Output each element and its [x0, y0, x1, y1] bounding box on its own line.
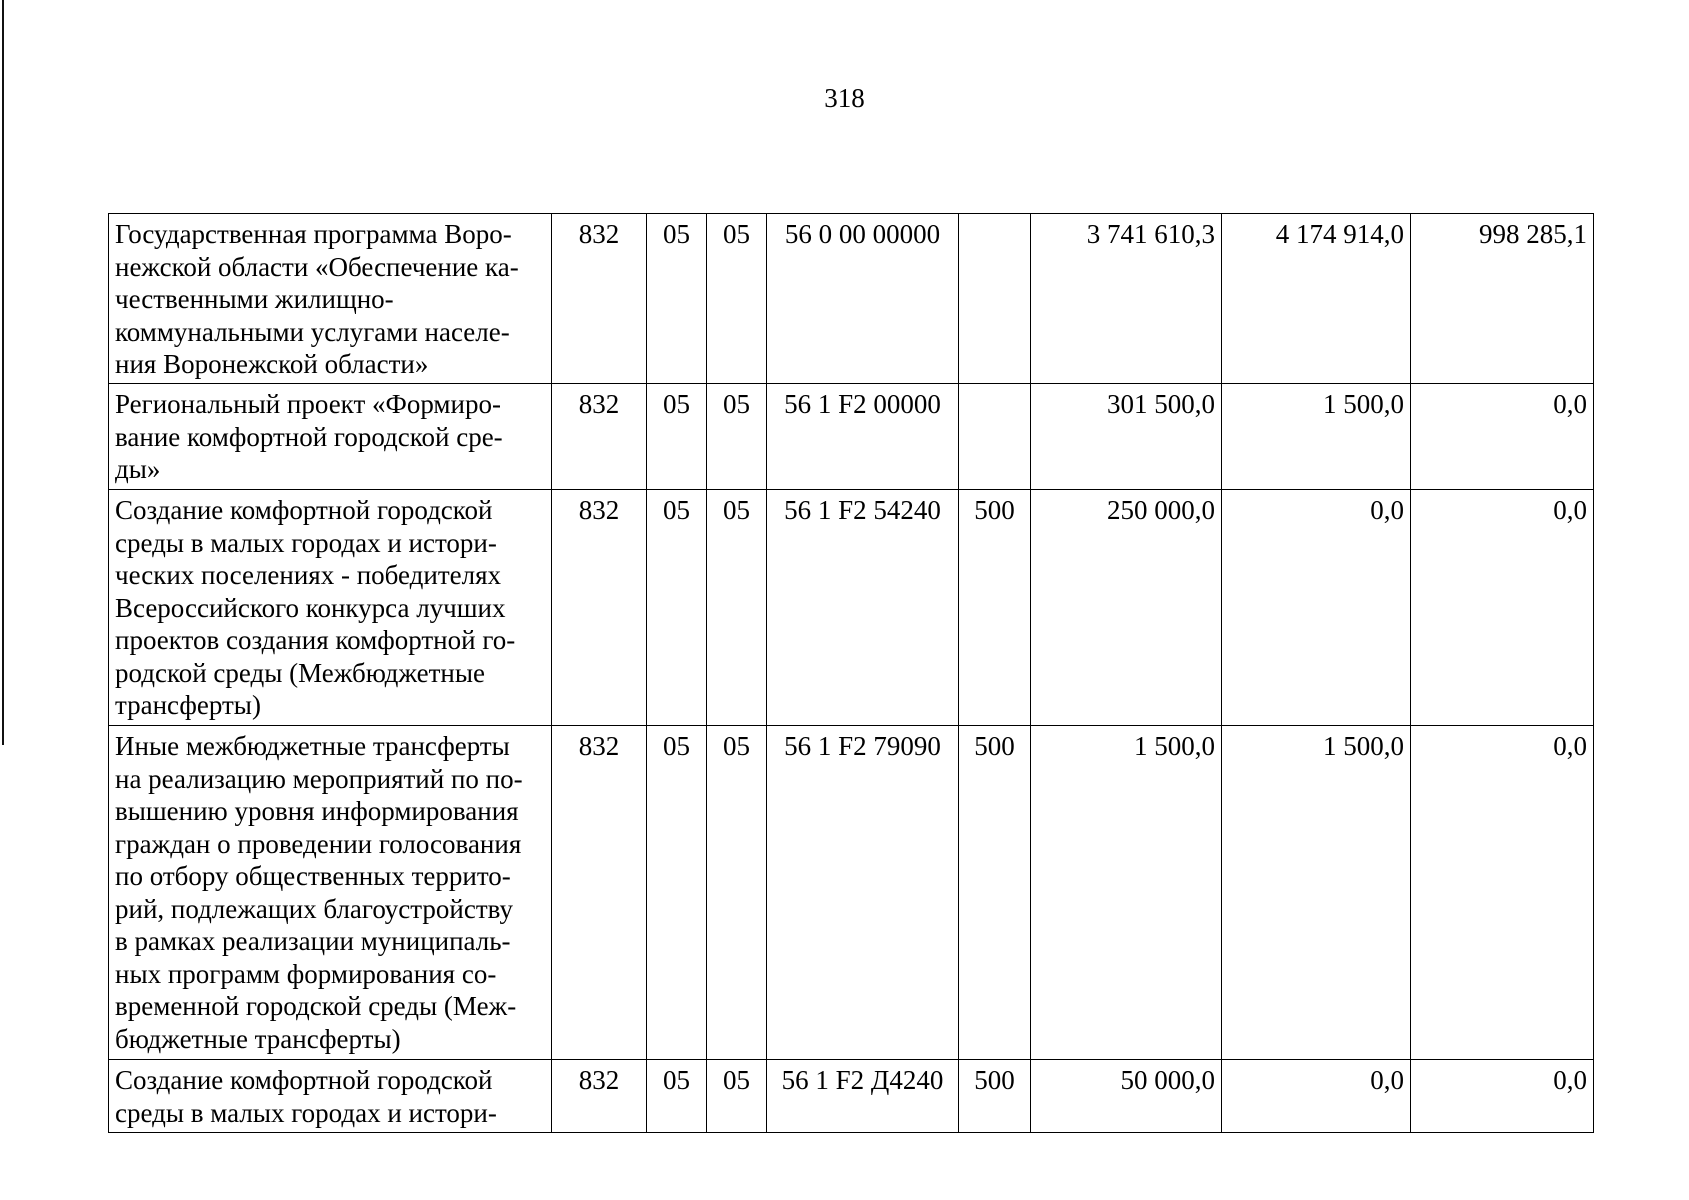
pr-cell: 05	[707, 1060, 767, 1133]
sum-3-cell: 0,0	[1411, 726, 1594, 1060]
name-line: Создание комфортной городской	[115, 1065, 493, 1095]
sum-1-cell: 301 500,0	[1031, 384, 1222, 490]
name-line: Иные межбюджетные трансферты	[115, 731, 510, 761]
rz-cell: 05	[647, 490, 707, 726]
name-line: граждан о проведении голосования	[115, 828, 522, 859]
vr-cell	[959, 384, 1031, 490]
name-line: ды»	[115, 454, 161, 484]
name-line: среды в малых городах и истори-	[115, 1097, 497, 1128]
grbs-cell: 832	[552, 490, 647, 726]
name-line: среды в малых городах и истори-	[115, 527, 497, 558]
sum-1-cell: 3 741 610,3	[1031, 214, 1222, 384]
table-row	[109, 726, 1594, 1060]
sum-2-cell: 4 174 914,0	[1222, 214, 1411, 384]
table-row	[109, 214, 1594, 384]
name-line: Всероссийского конкурса лучших	[115, 592, 506, 623]
grbs-cell: 832	[552, 1060, 647, 1133]
row-name-cell	[109, 384, 552, 490]
page-number: 318	[824, 83, 865, 113]
sum-2-cell: 0,0	[1222, 490, 1411, 726]
row-name-cell	[109, 214, 552, 384]
vr-cell: 500	[959, 490, 1031, 726]
name-line: чественными жилищно-	[115, 284, 394, 314]
budget-table	[108, 213, 1594, 1133]
pr-cell: 05	[707, 384, 767, 490]
name-line: нежской области «Обеспечение ка-	[115, 251, 519, 282]
rz-cell: 05	[647, 384, 707, 490]
name-line: Государственная программа Воро-	[115, 219, 512, 249]
name-line: бюджетные трансферты)	[115, 1023, 401, 1054]
row-name-cell	[109, 490, 552, 726]
sum-3-cell: 0,0	[1411, 490, 1594, 726]
sum-2-cell: 1 500,0	[1222, 384, 1411, 490]
name-line: ных программ формирования со-	[115, 958, 497, 989]
row-name-cell	[109, 726, 552, 1060]
name-line: в рамках реализации муниципаль-	[115, 926, 511, 956]
grbs-cell: 832	[552, 214, 647, 384]
vr-cell: 500	[959, 726, 1031, 1060]
name-line: рий, подлежащих благоустройству	[115, 893, 513, 924]
sum-3-cell: 0,0	[1411, 384, 1594, 490]
name-line: ния Воронежской области»	[115, 349, 429, 379]
pr-cell: 05	[707, 726, 767, 1060]
rz-cell: 05	[647, 1060, 707, 1133]
name-line: временной городской среды (Меж-	[115, 991, 517, 1021]
sum-2-cell: 0,0	[1222, 1060, 1411, 1133]
name-line: коммунальными услугами населе-	[115, 316, 510, 347]
name-line: проектов создания комфортной го-	[115, 625, 516, 655]
name-line: Создание комфортной городской	[115, 495, 493, 525]
csr-cell: 56 1 F2 Д4240	[767, 1060, 959, 1133]
grbs-cell: 832	[552, 726, 647, 1060]
name-line: трансферты)	[115, 690, 261, 720]
sum-1-cell: 1 500,0	[1031, 726, 1222, 1060]
name-line: вышению уровня информирования	[115, 796, 519, 826]
table-row	[109, 490, 1594, 726]
sum-1-cell: 50 000,0	[1031, 1060, 1222, 1133]
name-line: ческих поселениях - победителях	[115, 560, 502, 590]
csr-cell: 56 1 F2 00000	[767, 384, 959, 490]
sum-1-cell: 250 000,0	[1031, 490, 1222, 726]
name-line: на реализацию мероприятий по по-	[115, 763, 523, 794]
rz-cell: 05	[647, 726, 707, 1060]
table-row	[109, 1060, 1594, 1133]
csr-cell: 56 1 F2 54240	[767, 490, 959, 726]
table-row	[109, 384, 1594, 490]
name-line: родской среды (Межбюджетные	[115, 657, 485, 688]
pr-cell: 05	[707, 490, 767, 726]
row-name-cell	[109, 1060, 552, 1133]
name-line: вание комфортной городской сре-	[115, 421, 503, 452]
sum-3-cell: 998 285,1	[1411, 214, 1594, 384]
rz-cell: 05	[647, 214, 707, 384]
name-line: Региональный проект «Формиро-	[115, 389, 501, 419]
csr-cell: 56 1 F2 79090	[767, 726, 959, 1060]
sum-3-cell: 0,0	[1411, 1060, 1594, 1133]
csr-cell: 56 0 00 00000	[767, 214, 959, 384]
vr-cell	[959, 214, 1031, 384]
name-line: по отбору общественных террито-	[115, 861, 511, 891]
pr-cell: 05	[707, 214, 767, 384]
vr-cell: 500	[959, 1060, 1031, 1133]
sum-2-cell: 1 500,0	[1222, 726, 1411, 1060]
grbs-cell: 832	[552, 384, 647, 490]
